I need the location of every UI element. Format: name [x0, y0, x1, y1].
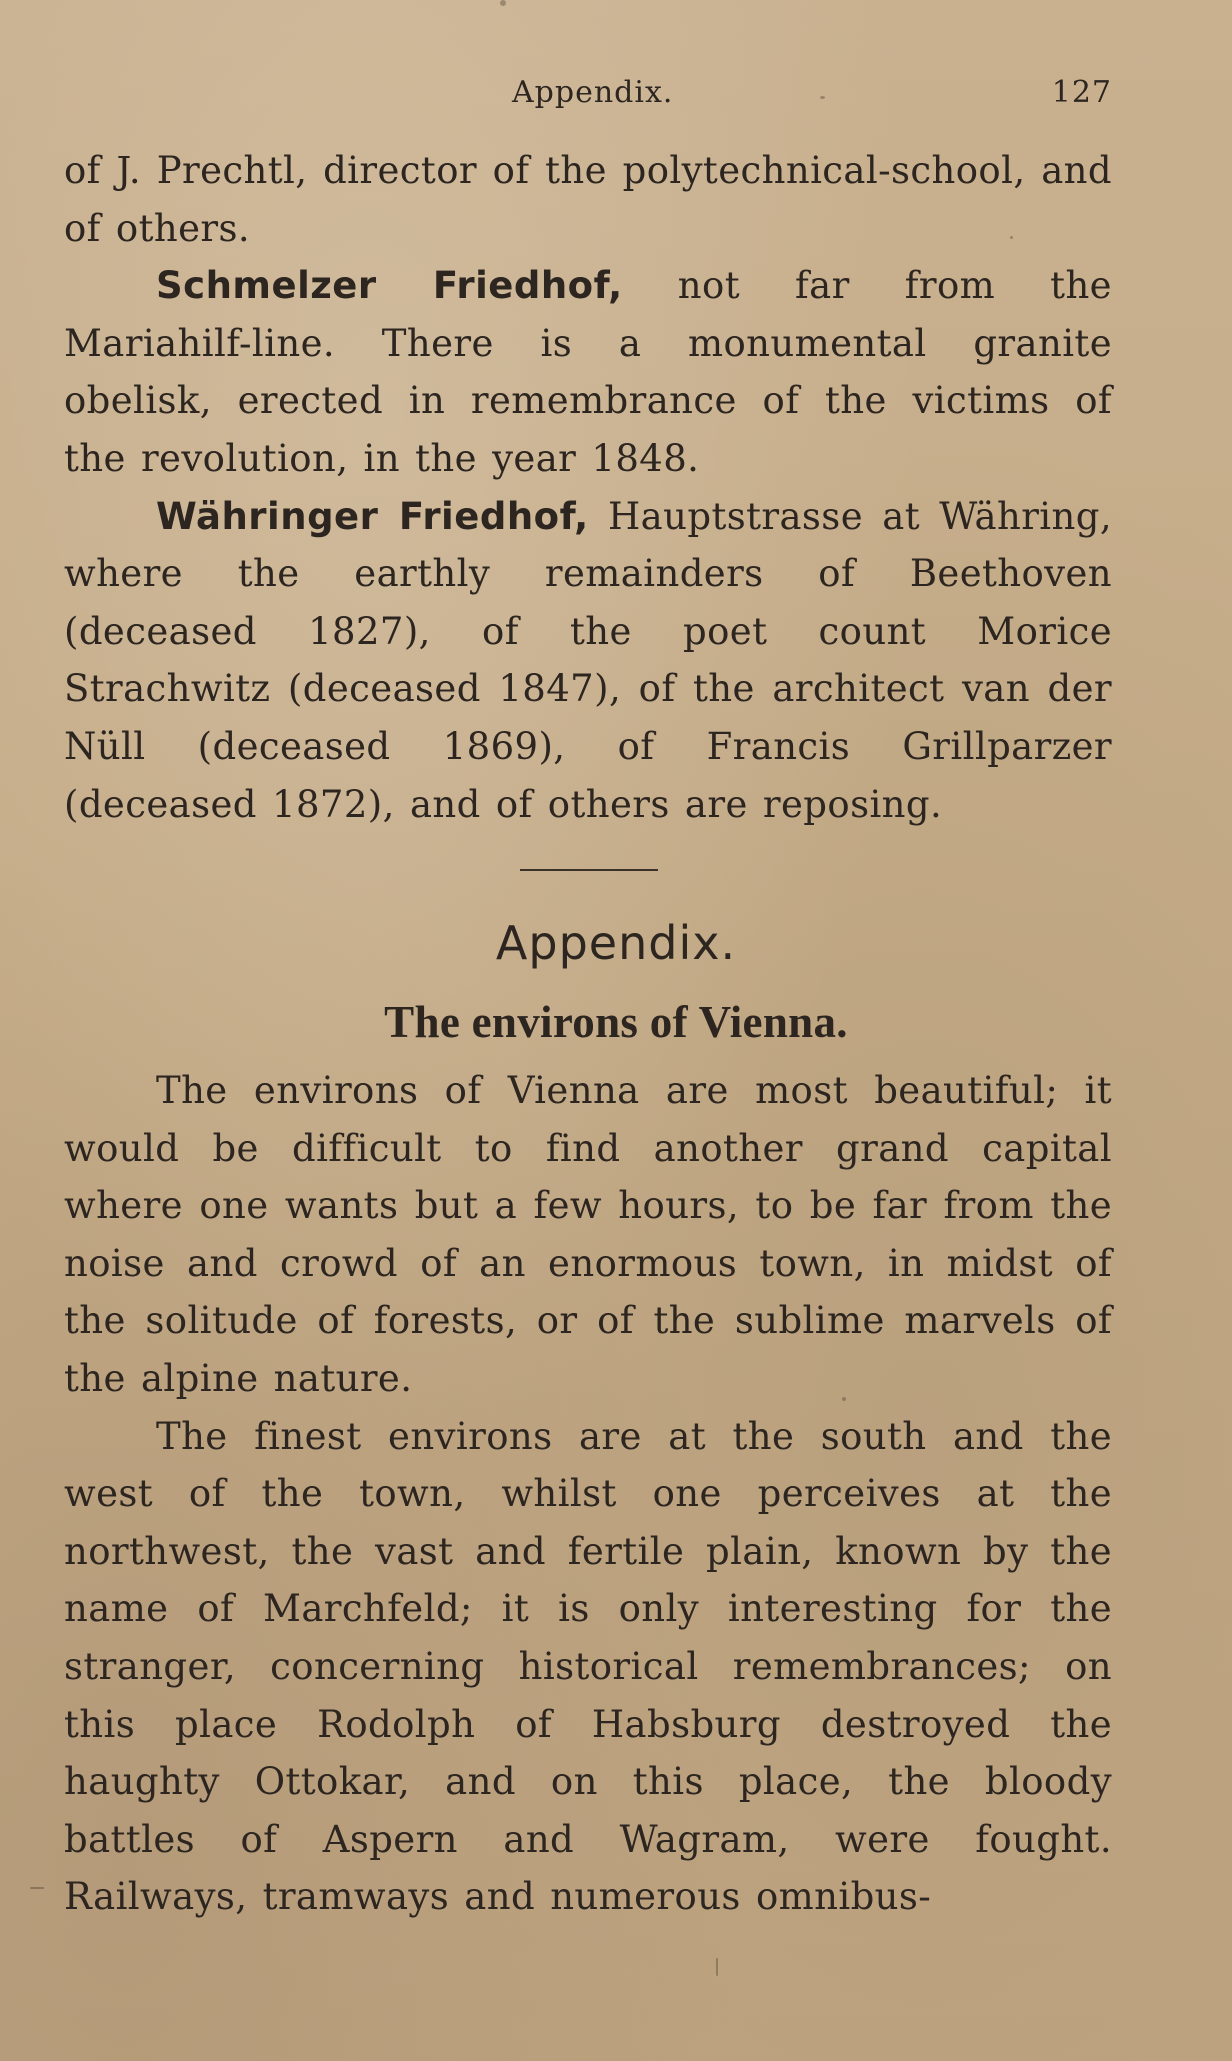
appendix-text-block: [64, 1062, 1112, 1926]
running-head-title: Appendix.: [512, 75, 674, 110]
paper-fleck: [716, 1958, 718, 1976]
top-text-block: [64, 142, 1112, 833]
entry-schmelzer-friedhof: [64, 257, 1112, 487]
appendix-heading: Appendix.: [495, 916, 737, 970]
continuation-paragraph: of J. Prechtl, director of the polytechnical-school, and of others.: [64, 149, 1112, 250]
page-number: 127: [1051, 75, 1112, 110]
entry-name: Schmelzer Friedhof,: [156, 264, 623, 308]
entry-name: Währinger Friedhof,: [156, 494, 589, 538]
appendix-paragraph: The environs of Vienna are most beautiful; it would be difficult to find another grand capital where one wants but a few hours, to be far from the noise and crowd of an enormous town, in midst of the solitude of forests, or of the sublime marvels of the alpine nature.: [64, 1069, 1112, 1400]
paper-fleck: [500, 0, 506, 6]
paper-fleck: [30, 1887, 44, 1889]
entry-waehringer-friedhof: [64, 488, 1112, 834]
appendix-subheading: The environs of Vienna.: [384, 997, 848, 1047]
entry-text: not far from the Mariahilf-line. There is a monumental granite obelisk, erected in remembrance of the victims of the revolution, in the year 1848.: [64, 264, 1112, 480]
appendix-paragraph: The finest environs are at the south and the west of the town, whilst one perceives at the northwest, the vast and fertile plain, known by the name of Marchfeld; it is only interesting for the stranger, concerning historical remembrances; on this place Rodolph of Habsburg destroyed the haughty Ottokar, and on this place, the bloody battles of Aspern and Wagram, were fought. Railways, tramways and numerous omnibus-: [64, 1414, 1112, 1919]
running-head: [64, 75, 1112, 119]
section-divider: [520, 869, 658, 871]
entry-text: Hauptstrasse at Währing, where the earthly remainders of Beethoven (deceased 1827), of the poet count Morice Strachwitz (deceased 1847), of the architect van der Nüll (deceased 1869), of Francis Grillparzer (deceased 1872), and of others are reposing.: [64, 494, 1112, 826]
